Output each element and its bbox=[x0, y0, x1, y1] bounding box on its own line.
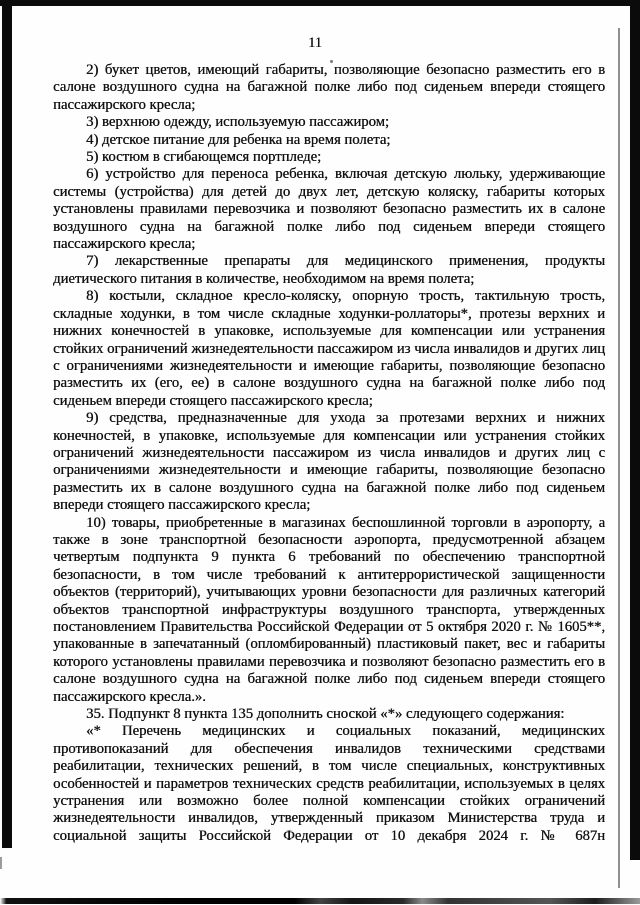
paragraph-item-6: 6) устройство для переноса ребенка, включая детскую люльку, удерживающие системы (устройства) для детей до двух лет, детскую коляску, габариты которых установлены правилами перевозчика и позволяют безопасно разместить их в салоне воздушного судна на багажной полке либо под сиденьем впереди стоящего пассажирского кресла; bbox=[53, 166, 605, 253]
paragraph-item-8: 8) костыли, складное кресло-коляску, опорную трость, тактильную трость, складные ходунки, в том числе складные ходунки-роллаторы*, протезы верхних и нижних конечностей в упаковке, используемые для компенсации или устранения стойких ограничений жизнедеятельности пассажиром из числа инвалидов и других лиц с ограничениями жизнедеятельности и имеющие габариты, позволяющие безопасно разместить их (его, ее) в салоне воздушного судна на багажной полке либо под сиденьем впереди стоящего пассажирского кресла; bbox=[53, 288, 605, 409]
scan-noise-left bbox=[0, 857, 2, 869]
paragraph-item-3: 3) верхнюю одежду, используемую пассажиром; bbox=[86, 114, 389, 131]
scan-edge-bottom bbox=[0, 898, 640, 904]
paragraph-item-7: 7) лекарственные препараты для медицинского применения, продукты диетического питания в количестве, необходимом на время полета; bbox=[53, 253, 605, 287]
paragraph-item-5: 5) костюм в сгибающемся портпледе; bbox=[86, 149, 322, 166]
scan-edge-left bbox=[2, 0, 12, 848]
scan-edge-top bbox=[0, 0, 640, 6]
paragraph-point-35: 35. Подпункт 8 пункта 135 дополнить сноской «*» следующего содержания: bbox=[86, 706, 565, 723]
scan-line-right bbox=[618, 28, 620, 888]
paragraph-item-4: 4) детское питание для ребенка на время полета; bbox=[86, 131, 391, 148]
paragraph-item-2: 2) букет цветов, имеющий габариты, позволяющие безопасно разместить его в салоне воздушного судна на багажной полке либо под сиденьем впереди стоящего пассажирского кресла; bbox=[53, 62, 605, 113]
paragraph-footnote: «* Перечень медицинских и социальных показаний, медицинских противопоказаний для обеспечения инвалидов техническими средствами реабилитации, технических решений, в том числе специальных, конструктивных особенностей и параметров технических средств реабилитации, используемых в целях устранения или возможно более полной компенсации стойких ограничений жизнедеятельности инвалидов, утвержденный приказом Министерства труда и социальной защиты Российской Федерации от 10 декабря 2024 г. № 687н bbox=[53, 723, 605, 844]
page-number: 11 bbox=[308, 35, 322, 51]
document-body bbox=[53, 62, 605, 845]
scan-edge-right bbox=[630, 0, 640, 860]
paragraph-item-9: 9) средства, предназначенные для ухода за протезами верхних и нижних конечностей, в упаковке, используемые для компенсации или устранения стойких ограничений жизнедеятельности пассажиром из числа инвалидов и других лиц с ограничениями жизнедеятельности и имеющие габариты, позволяющие безопасно разместить их в салоне воздушного судна на багажной полке либо под сиденьем впереди стоящего пассажирского кресла; bbox=[53, 410, 605, 514]
paragraph-item-10: 10) товары, приобретенные в магазинах беспошлинной торговли в аэропорту, а также в зоне транспортной безопасности аэропорта, предусмотренной абзацем четвертым подпункта 9 пункта 6 требований по обеспечению транспортной безопасности, в том числе требований к антитеррористической защищенности объектов (территорий), учитывающих уровни безопасности для различных категорий объектов транспортной инфраструктуры воздушного транспорта, утвержденных постановлением Правительства Российской Федерации от 5 октября 2020 г. № 1605**, упакованные в запечатанный (опломбированный) пластиковый пакет, вес и габариты которого установлены правилами перевозчика и позволяют безопасно разместить его в салоне воздушного судна на багажной полке либо под сиденьем впереди стоящего пассажирского кресла.». bbox=[53, 514, 605, 705]
